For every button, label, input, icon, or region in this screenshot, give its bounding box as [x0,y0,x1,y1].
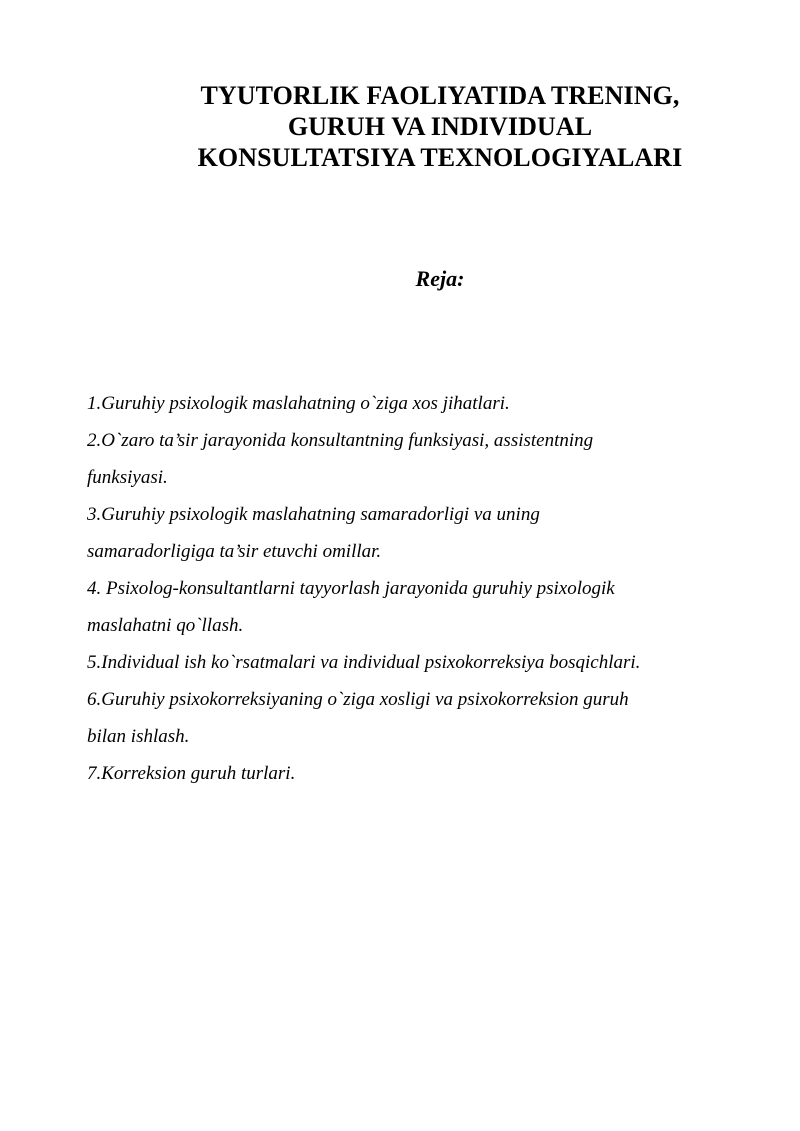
plan-item-3 [87,496,737,570]
plan-item-line: maslahatni qo`llash. [87,615,244,636]
plan-item-4 [87,570,737,644]
plan-item-line: bilan ishlash. [87,726,190,747]
plan-item-5 [87,644,737,681]
plan-item-line: samaradorligiga ta’sir etuvchi omillar. [87,541,382,562]
plan-item-line: 2.O`zaro ta’sir jarayonida konsultantning funksiyasi, assistentning [87,430,594,451]
plan-item-line: funksiyasi. [87,467,168,488]
plan-item-line: 6.Guruhiy psixokorreksiyaning o`ziga xosligi va psixokorreksion guruh [87,689,629,710]
plan-item-1 [87,385,737,422]
document-title [150,80,730,173]
title-line-2: GURUH VA INDIVIDUAL [287,112,593,141]
plan-item-line: 7.Korreksion guruh turlari. [87,763,296,784]
plan-item-line: 3.Guruhiy psixologik maslahatning samaradorligi va uning [87,504,540,525]
plan-heading: Reja: [415,266,465,291]
title-line-3: KONSULTATSIYA TEXNOLOGIYALARI [197,143,683,172]
plan-item-7 [87,755,737,792]
plan-list [87,385,737,792]
plan-item-line: 1.Guruhiy psixologik maslahatning o`ziga xos jihatlari. [87,393,510,414]
plan-item-6 [87,681,737,755]
plan-item-2 [87,422,737,496]
plan-item-line: 5.Individual ish ko`rsatmalari va individual psixokorreksiya bosqichlari. [87,652,641,673]
title-line-1: TYUTORLIK FAOLIYATIDA TRENING, [200,81,680,110]
plan-item-line: 4. Psixolog-konsultantlarni tayyorlash jarayonida guruhiy psixologik [87,578,615,599]
